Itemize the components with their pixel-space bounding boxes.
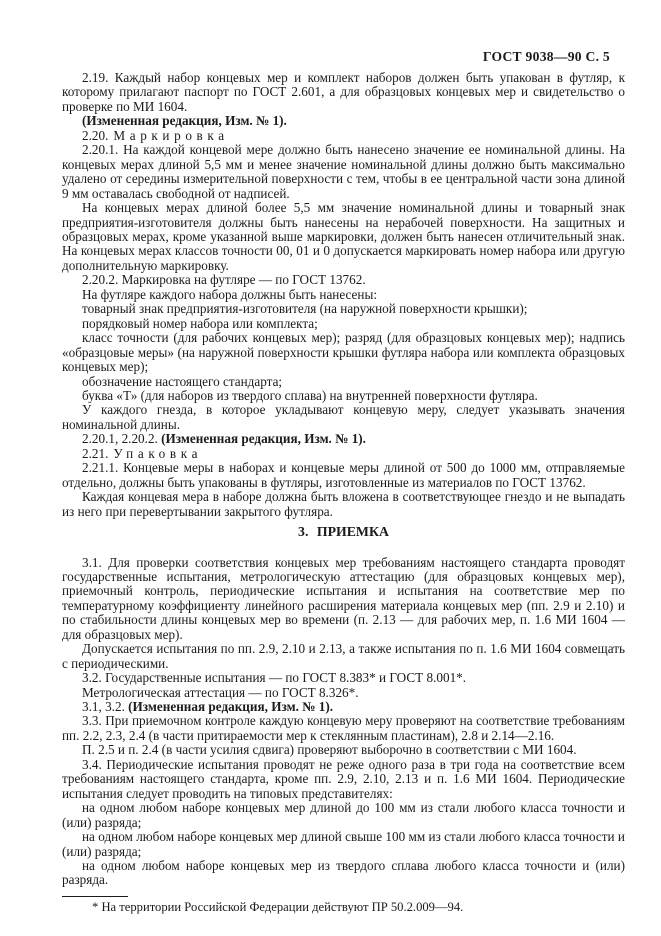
list-item-letter-t: буква «Т» (для наборов из твердого сплава) на внутренней поверхности футляра. [82, 387, 538, 403]
amendment-note-2-clauses: 2.20.1, 2.20.2. [82, 431, 158, 447]
subsection-2-21-number: 2.21. [82, 445, 109, 461]
amendment-note-2-text: (Измененная редакция, Изм. № 1). [161, 431, 366, 447]
list-item-steel-over-100: на одном любом наборе концевых мер длиной свыше 100 мм из стали любого класса точности и (или) разряда; [62, 829, 625, 859]
section-3-heading: 3. ПРИЕМКА [298, 524, 389, 540]
paragraph-2-20-2: 2.20.2. Маркировка на футляре — по ГОСТ 13762. [82, 272, 366, 288]
subsection-2-20-heading [62, 129, 625, 143]
paragraph-3-2-cont: Метрологическая аттестация — по ГОСТ 8.326*. [82, 684, 359, 700]
footnote-divider [62, 896, 128, 897]
subsection-2-20-number: 2.20. [82, 127, 109, 143]
document-body [62, 71, 625, 914]
paragraph-3-1: 3.1. Для проверки соответствия концевых мер требованиям настоящего стандарта проводят государственные испытания, метрологическую аттестацию (для образцовых концевых мер), приемочный контроль, периодические испытания и испытания на соответствие мер по температурному коэффициенту линейного расширения материала концевых мер (пп. 2.9 и 2.10) и по стабильности длины концевых мер во времени (п. 2.13 — для рабочих мер, п. 1.6 МИ 1604 — для образцовых мер). [62, 554, 625, 642]
list-item-steel-up-to-100: на одном любом наборе концевых мер длиной до 100 мм из стали любого класса точности и (или) разряда; [62, 800, 625, 830]
amendment-note-3 [62, 700, 625, 714]
amendment-note-3-clauses: 3.1, 3.2. [82, 699, 125, 715]
list-item-standard-designation: обозначение настоящего стандарта; [82, 373, 283, 389]
page-header: ГОСТ 9038—90 С. 5 [482, 49, 610, 64]
paragraph-3-4: 3.4. Периодические испытания проводят не реже одного раза в три года на соответствие всем требованиям настоящего стандарта, кроме пп. 2.9, 2.10, 2.13 и п. 1.6 МИ 1604. Периодические испытания следует проводить на типовых представителях: [62, 756, 625, 801]
case-marking-list-intro: На футляре каждого набора должны быть нанесены: [82, 286, 377, 302]
list-item-accuracy-class: класс точности (для рабочих концевых мер); разряд (для образцовых концевых мер); надпись «образцовые меры» (на наружной поверхности крышки футляра набора или комплекта образцовых концевых мер); [62, 330, 625, 375]
paragraph-3-1-cont: Допускается испытания по пп. 2.9, 2.10 и 2.13, а также испытания по п. 1.6 МИ 1604 совмещать с периодическими. [62, 641, 625, 671]
list-item-serial-number: порядковый номер набора или комплекта; [82, 315, 318, 331]
amendment-note-1: (Измененная редакция, Изм. № 1). [82, 113, 287, 129]
paragraph-3-2: 3.2. Государственные испытания — по ГОСТ 8.383* и ГОСТ 8.001*. [82, 670, 467, 686]
paragraph-nest-marking: У каждого гнезда, в которое укладывают концевую меру, следует указывать значения номинальной длины. [62, 402, 625, 432]
paragraph-2-20-1: 2.20.1. На каждой концевой мере должно быть нанесено значение ее номинальной длины. На концевых мерах длиной 5,5 мм и менее значение номинальной длины должно быть максимально удалено от середины измерительной поверхности с тем, чтобы в ее центральной части зона длиной 9 мм оставалась свободной от надписей. [62, 142, 625, 201]
footnote: * На территории Российской Федерации действуют ПР 50.2.009—94. [92, 899, 464, 914]
paragraph-3-3-cont: П. 2.5 и п. 2.4 (в части усилия сдвига) проверяют выборочно в соответствии с МИ 1604. [82, 742, 577, 758]
paragraph-3-3: 3.3. При приемочном контроле каждую концевую меру проверяют на соответствие требованиям пп. 2.2, 2.3, 2.4 (в части притираемости мер к стеклянным пластинам), 2.8 и 2.14—2.16. [62, 713, 625, 743]
amendment-note-2 [62, 432, 625, 446]
subsection-2-21-title: Упаковка [113, 445, 203, 461]
paragraph-2-21-1-cont: Каждая концевая мера в наборе должна быть вложена в соответствующее гнездо и не выпадать из него при перевертывании закрытого футляра. [62, 489, 625, 519]
paragraph-2-21-1: 2.21.1. Концевые меры в наборах и концевые меры длиной от 500 до 1000 мм, отправляемые отдельно, должны быть упакованы в футляры, изготовленные из материалов по ГОСТ 13762. [62, 460, 625, 490]
paragraph-2-20-1-cont: На концевых мерах длиной более 5,5 мм значение номинальной длины и товарный знак предприятия-изготовителя должны быть нанесены на нерабочей поверхности. На защитных и образцовых мерах, кроме указанной выше маркировки, должен быть нанесен отличительный знак. На концевых мерах классов точности 00, 01 и 0 допускается маркировать номер набора или другую дополнительную маркировку. [62, 200, 625, 273]
list-item-hard-alloy: на одном любом наборе концевых мер из твердого сплава любого класса точности и (или) разряда. [62, 858, 625, 888]
list-item-trademark: товарный знак предприятия-изготовителя (на наружной поверхности крышки); [82, 301, 528, 317]
paragraph-2-19: 2.19. Каждый набор концевых мер и комплект наборов должен быть упакован в футляр, к которому прилагают паспорт по ГОСТ 2.601, а для образцовых концевых мер и свидетельство о проверке по МИ 1604. [62, 70, 625, 114]
amendment-note-3-text: (Измененная редакция, Изм. № 1). [128, 699, 334, 715]
subsection-2-21-heading [62, 447, 625, 461]
subsection-2-20-title: Маркировка [113, 127, 229, 143]
